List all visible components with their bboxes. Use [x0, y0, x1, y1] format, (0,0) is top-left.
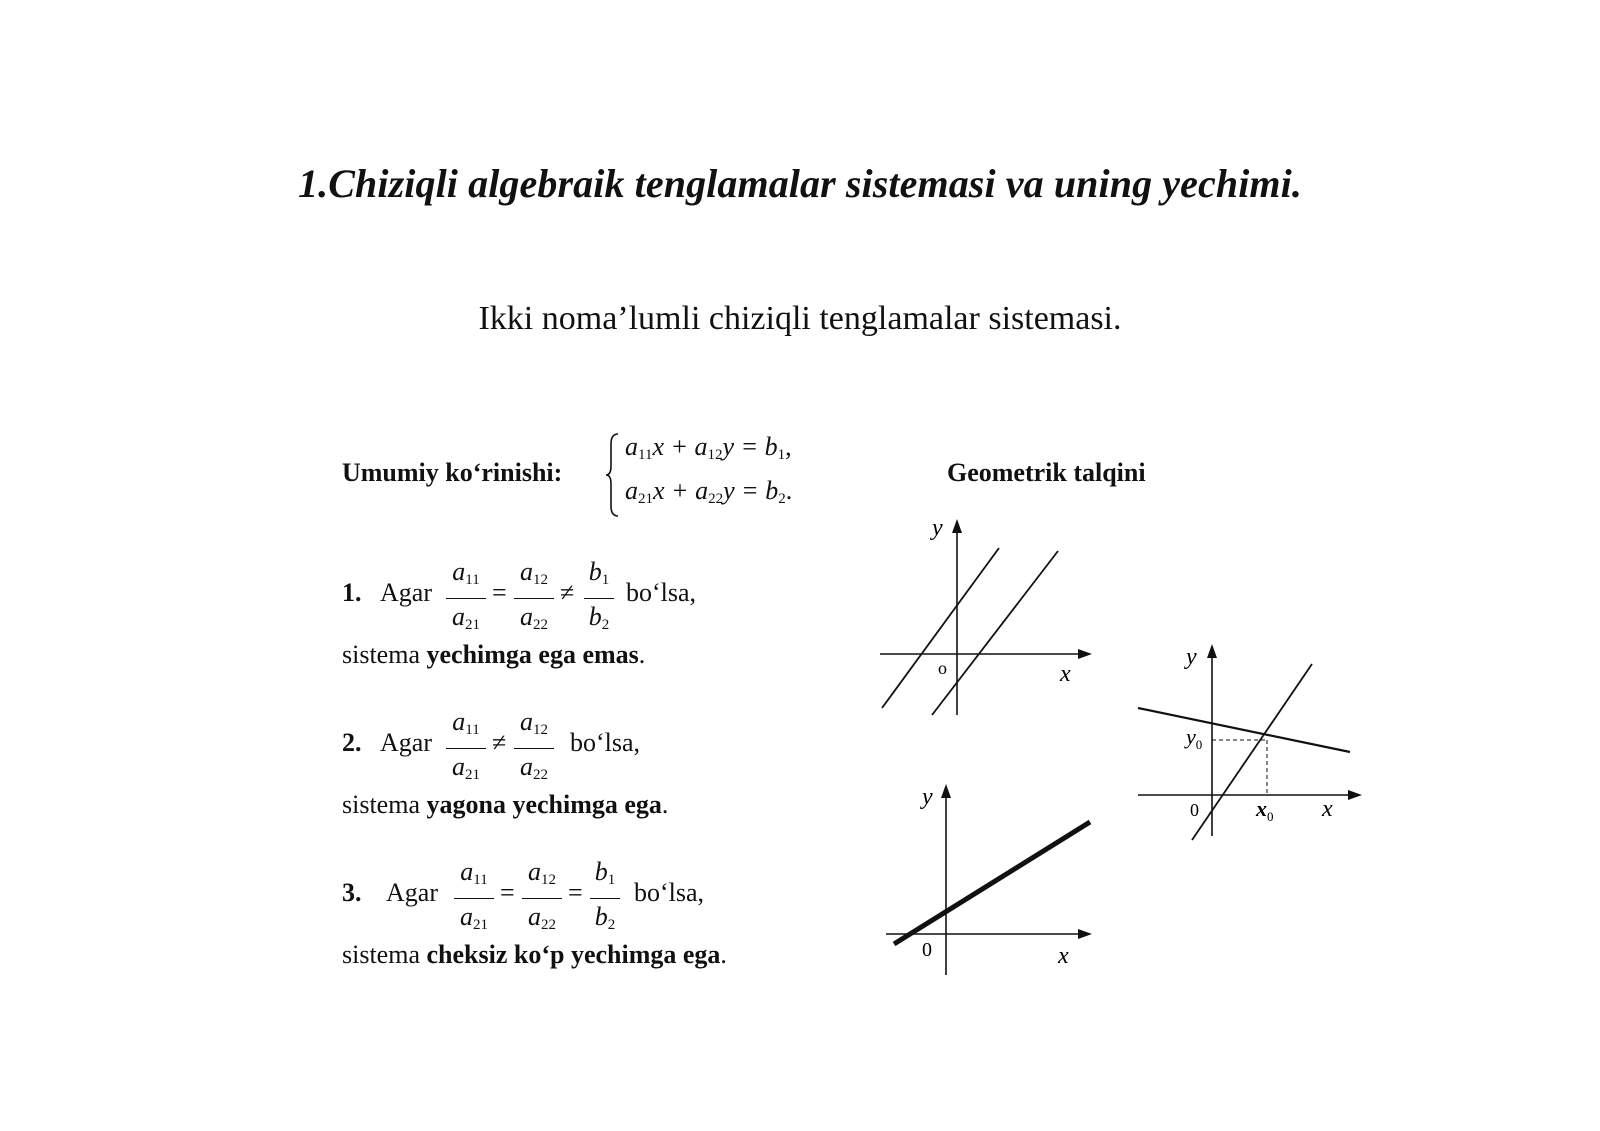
page-title: 1.Chiziqli algebraik tenglamalar sistemasi va uning yechimi. — [298, 161, 1302, 206]
conclusion-text: sistema cheksiz ko‘p yechimga ega. — [342, 940, 727, 969]
system-equation-1: $a_{11}x + a_{12}y = b_1$, — [625, 432, 792, 463]
y-arrow-icon — [952, 519, 962, 533]
condition-number: 1. — [342, 578, 362, 607]
x-arrow-icon — [1078, 649, 1092, 659]
fraction-a12-a22: $a_{12}$ $a_{22}$ — [514, 556, 554, 641]
operator: ≠ — [492, 728, 507, 757]
x-arrow-icon — [1348, 790, 1362, 800]
condition-3 — [342, 856, 762, 970]
operator: = — [492, 578, 507, 607]
line-falling — [1138, 708, 1350, 752]
left-brace-icon — [605, 432, 619, 518]
conclusion-text: sistema yagona yechimga ega. — [342, 790, 669, 819]
condition-number: 2. — [342, 728, 362, 757]
section-subtitle: Ikki noma’lumli chiziqli tenglamalar sistemasi. — [478, 300, 1122, 337]
general-form-label: Umumiy ko‘rinishi: — [342, 458, 563, 487]
origin-label: 0 — [922, 939, 932, 961]
line-rising — [1192, 664, 1312, 840]
operator: ≠ — [560, 578, 575, 607]
agar-word: Agar — [380, 728, 432, 757]
x0-label: $x_0$ — [1256, 796, 1274, 824]
x-label: x — [1060, 661, 1071, 687]
fraction-b1-b2: $b_1$ $b_2$ — [584, 556, 614, 641]
intersecting-lines-graph — [1130, 640, 1375, 850]
y-label: y — [922, 784, 933, 810]
fraction-a11-a21: $a_{11}$ $a_{21}$ — [454, 856, 494, 941]
bolsa-word: bo‘lsa, — [626, 578, 697, 607]
line-1 — [882, 548, 999, 708]
x-label: x — [1058, 943, 1069, 969]
fraction-b1-b2: $b_1$ $b_2$ — [590, 856, 620, 941]
x-arrow-icon — [1078, 929, 1092, 939]
fraction-a11-a21: $a_{11}$ $a_{21}$ — [446, 706, 486, 791]
y-label: y — [1186, 644, 1197, 670]
line-2 — [932, 551, 1058, 715]
agar-word: Agar — [380, 578, 432, 607]
fraction-a12-a22: $a_{12}$ $a_{22}$ — [522, 856, 562, 941]
origin-label: 0 — [1190, 800, 1199, 820]
origin-label: o — [938, 658, 947, 678]
y-arrow-icon — [941, 784, 951, 798]
operator: = — [568, 878, 583, 907]
x-label: x — [1322, 796, 1333, 822]
agar-word: Agar — [386, 878, 438, 907]
y-label: y — [932, 515, 943, 541]
y-arrow-icon — [1207, 644, 1217, 658]
condition-number: 3. — [342, 878, 362, 907]
geometric-label: Geometrik talqini — [947, 458, 1146, 487]
condition-2 — [342, 706, 742, 820]
fraction-a11-a21: $a_{11}$ $a_{21}$ — [446, 556, 486, 641]
condition-1 — [342, 556, 742, 670]
bolsa-word: bo‘lsa, — [634, 878, 705, 907]
y0-label: $y_0$ — [1186, 724, 1203, 752]
conclusion-text: sistema yechimga ega emas. — [342, 640, 646, 669]
equation-system — [605, 432, 825, 518]
system-equation-2: $a_{21}x + a_{22}y = b_2$. — [625, 476, 793, 507]
fraction-a12-a22: $a_{12}$ $a_{22}$ — [514, 706, 554, 791]
coincident-lines-graph — [880, 780, 1100, 980]
coincident-line — [894, 822, 1090, 944]
parallel-lines-graph — [870, 515, 1100, 735]
operator: = — [500, 878, 515, 907]
bolsa-word: bo‘lsa, — [570, 728, 641, 757]
